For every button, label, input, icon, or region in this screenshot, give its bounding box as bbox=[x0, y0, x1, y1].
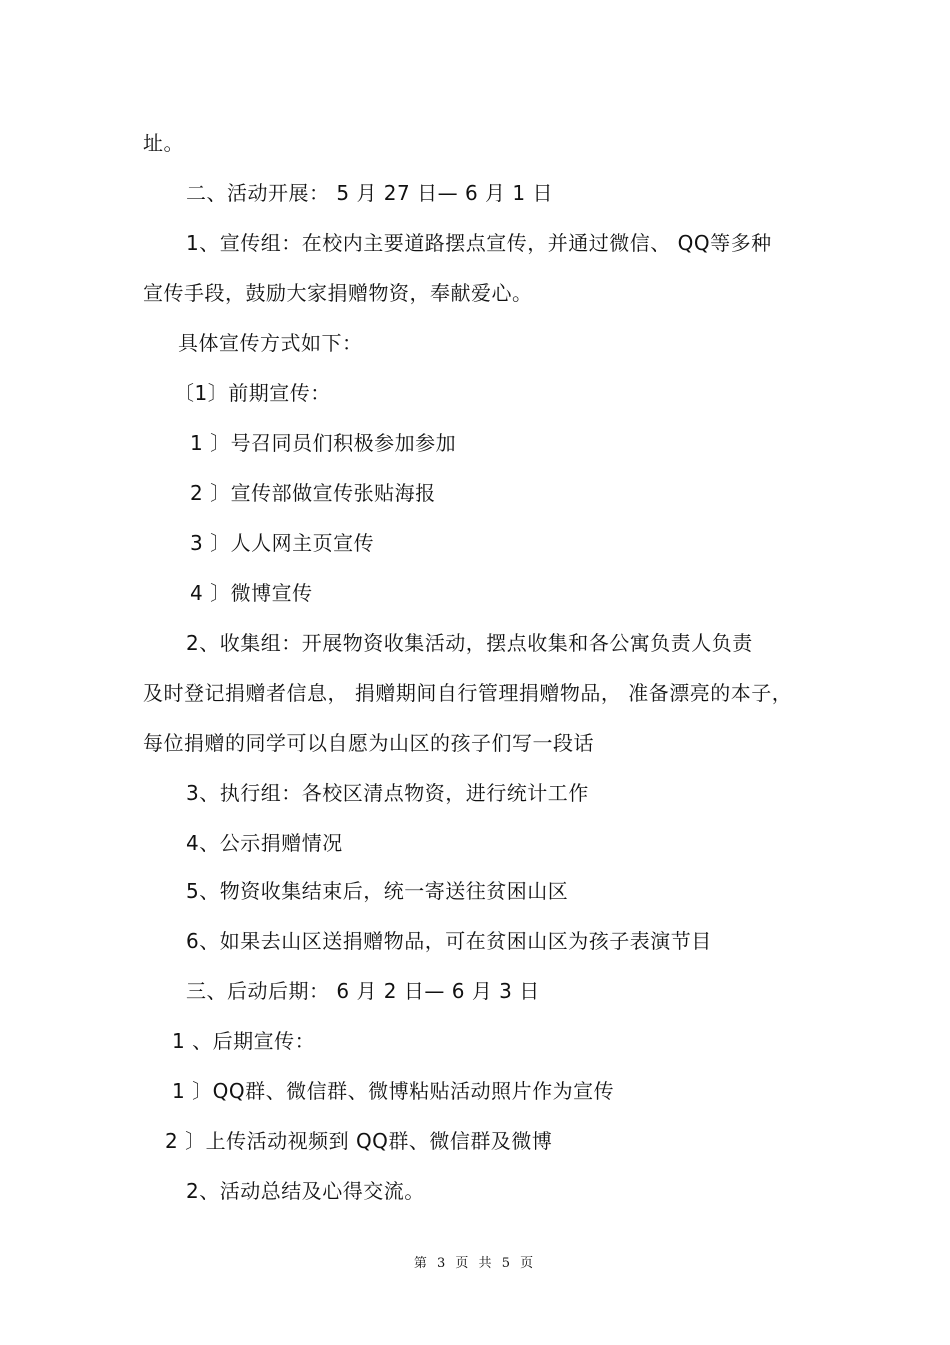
text-line: 1 、后期宣传： bbox=[172, 1029, 316, 1053]
list-item: 1 〕QQ群、微信群、微博粘贴活动照片作为宣传 bbox=[172, 1079, 615, 1103]
list-item: 3 〕人人网主页宣传 bbox=[190, 531, 375, 555]
list-item: 4 〕微博宣传 bbox=[190, 581, 313, 605]
page-number-footer: 第 3 页 共 5 页 bbox=[413, 1256, 537, 1271]
text-line: 具体宣传方式如下： bbox=[178, 331, 363, 355]
list-item: 1 〕号召同员们积极参加参加 bbox=[190, 431, 457, 455]
list-item: 2 〕上传活动视频到 QQ群、微信群及微博 bbox=[165, 1129, 553, 1153]
text-line: 5、物资收集结束后，统一寄送往贫困山区 bbox=[186, 879, 569, 903]
text-line: 1、宣传组：在校内主要道路摆点宣传，并通过微信、 QQ等多种 bbox=[186, 231, 772, 255]
text-line: 址。 bbox=[143, 131, 184, 155]
text-line: 2、收集组：开展物资收集活动，摆点收集和各公寓负责人负责 bbox=[186, 631, 753, 655]
section-heading: 三、后动后期： 6 月 2 日— 6 月 3 日 bbox=[186, 979, 540, 1003]
section-heading: 二、活动开展： 5 月 27 日— 6 月 1 日 bbox=[186, 181, 553, 205]
list-item: 2 〕宣传部做宣传张贴海报 bbox=[190, 481, 436, 505]
text-line: 〔1〕前期宣传： bbox=[174, 381, 331, 405]
text-line: 每位捐赠的同学可以自愿为山区的孩子们写一段话 bbox=[143, 731, 594, 755]
text-line: 及时登记捐赠者信息， 捐赠期间自行管理捐赠物品， 准备漂亮的本子， bbox=[143, 681, 793, 705]
text-line: 4、公示捐赠情况 bbox=[186, 831, 343, 855]
text-line: 宣传手段，鼓励大家捐赠物资，奉献爱心。 bbox=[143, 281, 533, 305]
text-line: 2、活动总结及心得交流。 bbox=[186, 1179, 425, 1203]
text-line: 3、执行组：各校区清点物资，进行统计工作 bbox=[186, 781, 589, 805]
text-line: 6、如果去山区送捐赠物品，可在贫困山区为孩子表演节目 bbox=[186, 929, 712, 953]
